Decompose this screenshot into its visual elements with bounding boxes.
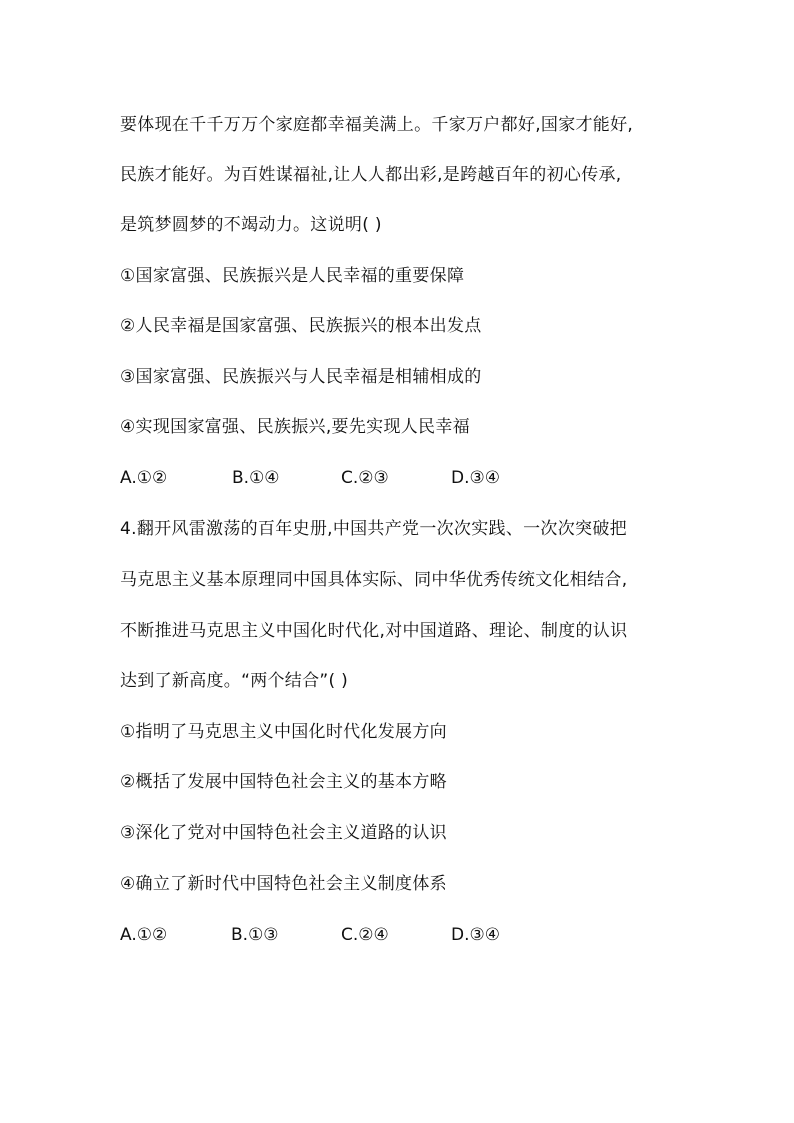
q3-option-c: C.②③ (341, 468, 389, 488)
q3-option-d: D.③④ (451, 468, 500, 488)
q4-statement-1: ①指明了马克思主义中国化时代化发展方向 (120, 722, 447, 742)
q3-statement-4: ④实现国家富强、民族振兴,要先实现人民幸福 (120, 417, 470, 437)
q4-statement-3: ③深化了党对中国特色社会主义道路的认识 (120, 823, 447, 843)
q4-statement-4: ④确立了新时代中国特色社会主义制度体系 (120, 874, 447, 894)
q4-option-c: C.②④ (341, 925, 389, 945)
q3-stem-line-2: 民族才能好。为百姓谋福祉,让人人都出彩,是跨越百年的初心传承, (120, 165, 622, 185)
q4-option-d: D.③④ (451, 925, 500, 945)
q3-statement-2: ②人民幸福是国家富强、民族振兴的根本出发点 (120, 316, 482, 336)
q3-option-a: A.①② (120, 468, 168, 488)
q3-statement-1: ①国家富强、民族振兴是人民幸福的重要保障 (120, 266, 465, 286)
q4-option-a: A.①② (120, 925, 168, 945)
q3-stem-line-1: 要体现在千千万万个家庭都幸福美满上。千家万户都好,国家才能好, (120, 115, 634, 135)
q3-option-b: B.①④ (232, 468, 280, 488)
q4-stem-line-2: 马克思主义基本原理同中国具体实际、同中华优秀传统文化相结合, (120, 570, 628, 590)
q3-stem-line-3: 是筑梦圆梦的不竭动力。这说明( ) (120, 215, 382, 235)
q3-options (120, 466, 540, 490)
q4-option-b: B.①③ (231, 925, 279, 945)
q4-options (120, 923, 540, 947)
q4-stem-line-3: 不断推进马克思主义中国化时代化,对中国道路、理论、制度的认识 (120, 621, 628, 641)
q3-statement-3: ③国家富强、民族振兴与人民幸福是相辅相成的 (120, 367, 482, 387)
q4-statement-2: ②概括了发展中国特色社会主义的基本方略 (120, 772, 447, 792)
q4-stem-line-1: 4.翻开风雷激荡的百年史册,中国共产党一次次实践、一次次突破把 (120, 519, 627, 539)
q4-stem-line-4: 达到了新高度。“两个结合”( ) (120, 671, 349, 691)
